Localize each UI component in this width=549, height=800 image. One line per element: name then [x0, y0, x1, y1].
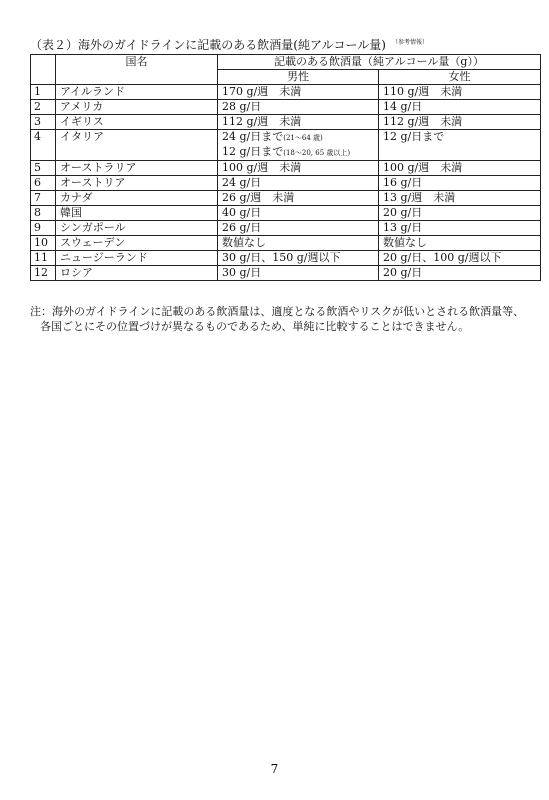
row-country: シンガポール [56, 221, 218, 236]
header-female: 女性 [379, 70, 541, 85]
row-female: 112 g/週 未満 [379, 115, 541, 130]
male-limit-1: 24 g/日まで [222, 130, 284, 143]
row-male: 数値なし [218, 236, 379, 251]
row-no: 6 [31, 176, 56, 191]
reference-info-tag: （参考情報） [391, 39, 428, 46]
row-male: 26 g/週 未満 [218, 191, 379, 206]
row-female: 14 g/日 [379, 100, 541, 115]
table-row [31, 161, 541, 176]
row-male: 26 g/日 [218, 221, 379, 236]
header-amount: 記載のある飲酒量（純アルコール量（g）） [218, 55, 541, 70]
footnote-line-1: 注：海外のガイドラインに記載のある飲酒量は、適度となる飲酒やリスクが低いとされる飲酒量等、 [30, 305, 525, 318]
row-female: 数値なし [379, 236, 541, 251]
row-female: 20 g/日 [379, 206, 541, 221]
row-country: オーストリア [56, 176, 218, 191]
row-country: スウェーデン [56, 236, 218, 251]
footnote-line-2: 各国ごとにその位置づけが異なるものであるため、単純に比較することはできません。 [40, 320, 470, 333]
table-row [31, 236, 541, 251]
footnote [30, 304, 535, 334]
row-female: 16 g/日 [379, 176, 541, 191]
row-female: 13 g/日 [379, 221, 541, 236]
row-no: 1 [31, 85, 56, 100]
row-no: 10 [31, 236, 56, 251]
table-row [31, 130, 541, 161]
row-male: 24 g/日 [218, 176, 379, 191]
row-country: アイルランド [56, 85, 218, 100]
table-row [31, 191, 541, 206]
table-row [31, 206, 541, 221]
row-no: 9 [31, 221, 56, 236]
row-male: 112 g/週 未満 [218, 115, 379, 130]
header-country: 国名 [56, 55, 218, 85]
row-no: 11 [31, 251, 56, 266]
row-country: イタリア [56, 130, 218, 161]
table-row [31, 251, 541, 266]
row-country: カナダ [56, 191, 218, 206]
table-row [31, 266, 541, 281]
row-no: 5 [31, 161, 56, 176]
table-row [31, 100, 541, 115]
row-country: アメリカ [56, 100, 218, 115]
row-male: 100 g/週 未満 [218, 161, 379, 176]
row-female: 20 g/日、100 g/週以下 [379, 251, 541, 266]
row-country: オーストラリア [56, 161, 218, 176]
table-caption [30, 36, 428, 53]
row-male: 40 g/日 [218, 206, 379, 221]
male-age-note-2: (18～20, 65 歳以上) [283, 149, 351, 157]
row-no: 4 [31, 130, 56, 161]
row-country: ニュージーランド [56, 251, 218, 266]
male-age-note-1: (21～64 歳) [283, 134, 323, 142]
row-country: イギリス [56, 115, 218, 130]
row-male: 28 g/日 [218, 100, 379, 115]
row-male: 30 g/日 [218, 266, 379, 281]
table-row [31, 85, 541, 100]
row-no: 8 [31, 206, 56, 221]
row-country: 韓国 [56, 206, 218, 221]
header-male: 男性 [218, 70, 379, 85]
row-country: ロシア [56, 266, 218, 281]
page-number: 7 [270, 762, 279, 776]
row-no: 12 [31, 266, 56, 281]
row-male: 30 g/日、150 g/週以下 [218, 251, 379, 266]
guideline-table [30, 54, 541, 281]
row-male: 170 g/週 未満 [218, 85, 379, 100]
row-no: 3 [31, 115, 56, 130]
table-row [31, 115, 541, 130]
header-row [31, 55, 541, 70]
row-female: 110 g/週 未満 [379, 85, 541, 100]
row-female: 13 g/週 未満 [379, 191, 541, 206]
row-no: 2 [31, 100, 56, 115]
row-female: 100 g/週 未満 [379, 161, 541, 176]
row-no: 7 [31, 191, 56, 206]
header-no [31, 55, 56, 85]
table-row [31, 221, 541, 236]
row-female: 20 g/日 [379, 266, 541, 281]
male-limit-2: 12 g/日まで [222, 145, 284, 158]
caption-title: （表２）海外のガイドラインに記載のある飲酒量(純アルコール量) [30, 38, 386, 52]
table-row [31, 176, 541, 191]
row-male [218, 130, 379, 161]
row-female: 12 g/日まで [379, 130, 541, 161]
